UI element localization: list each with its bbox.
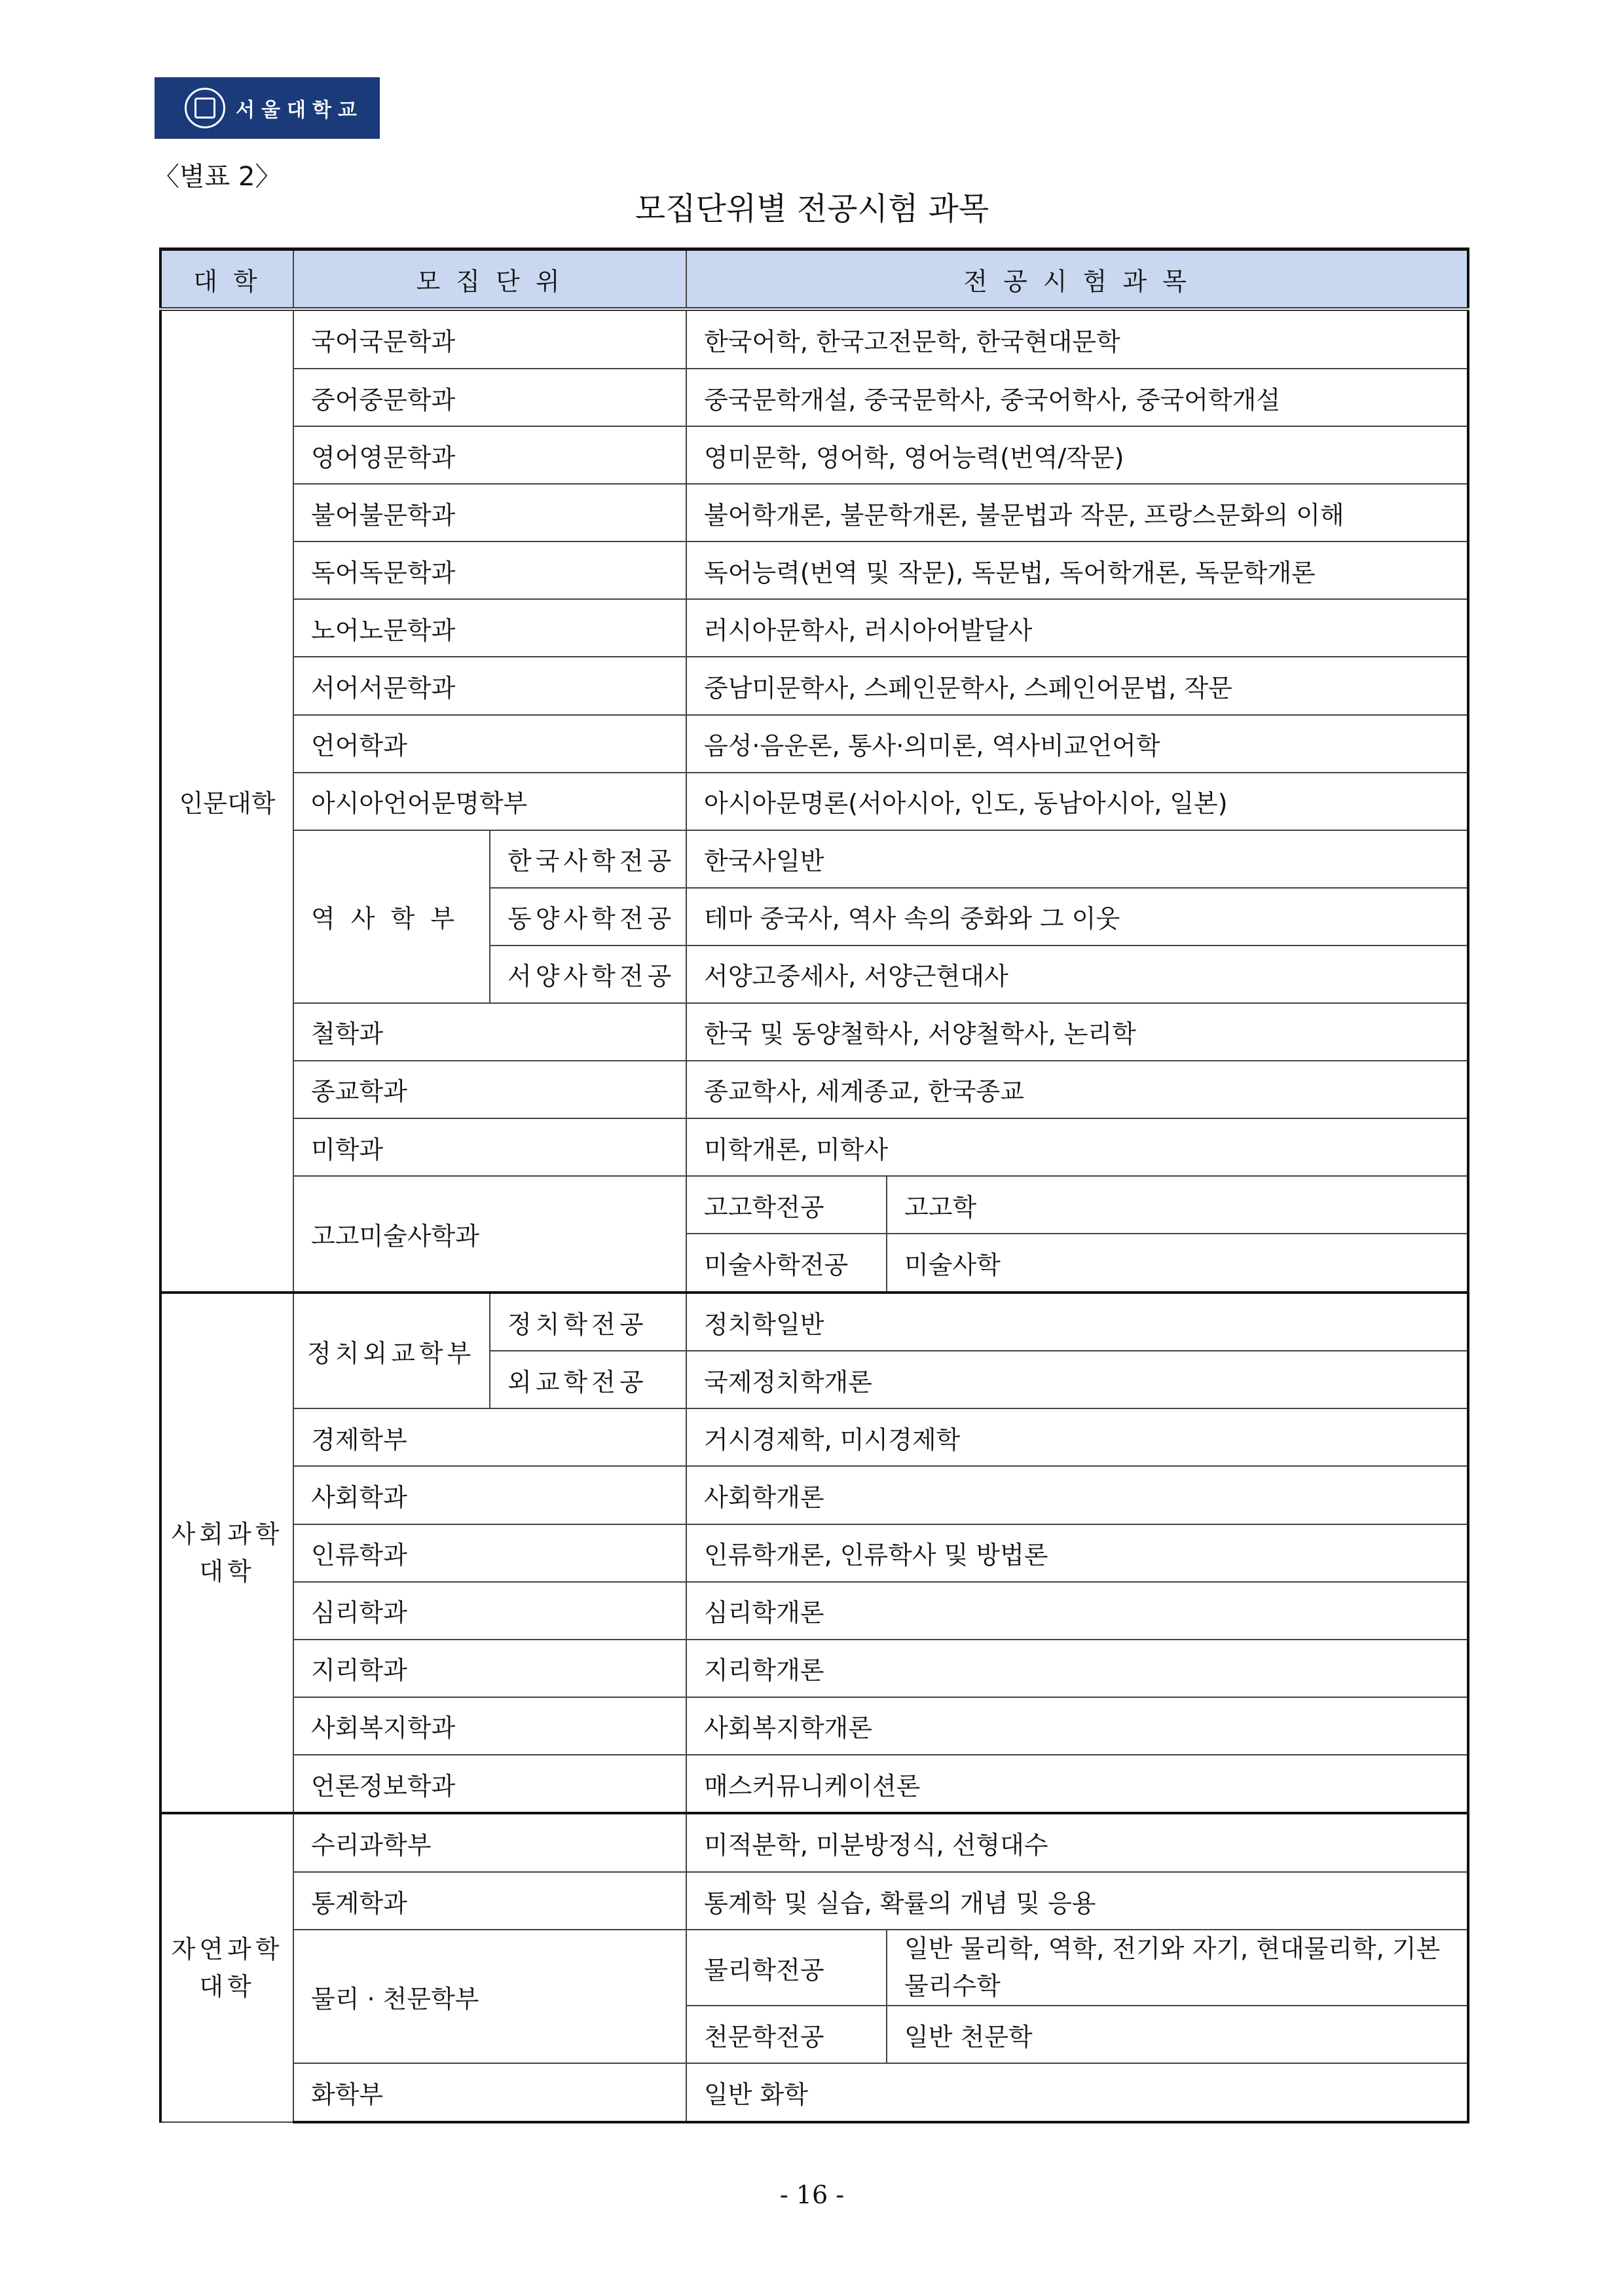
subjects-cell: 중남미문학사, 스페인문학사, 스페인어문법, 작문	[686, 657, 1468, 714]
header-subjects: 전 공 시 험 과 목	[686, 249, 1468, 310]
unit-cell: 철학과	[293, 1003, 686, 1061]
major-cell: 서양사학전공	[490, 946, 686, 1003]
table-row	[160, 1697, 1468, 1755]
subjects-cell: 테마 중국사, 역사 속의 중화와 그 이웃	[686, 888, 1468, 946]
table-row	[160, 1408, 1468, 1466]
subjects-cell: 한국어학, 한국고전문학, 한국현대문학	[686, 309, 1468, 369]
header-college: 대 학	[160, 249, 293, 310]
unit-cell: 종교학과	[293, 1061, 686, 1118]
table-row	[160, 1118, 1468, 1176]
major-cell: 미술사학전공	[686, 1234, 887, 1293]
table-row	[160, 830, 1468, 888]
major-cell: 천문학전공	[686, 2006, 887, 2063]
unit-cell: 언어학과	[293, 715, 686, 773]
table-row	[160, 1582, 1468, 1640]
college-cell: 인문대학	[160, 309, 293, 1293]
table-row	[160, 1176, 1468, 1234]
subjects-cell: 아시아문명론(서아시아, 인도, 동남아시아, 일본)	[686, 773, 1468, 830]
table-row	[160, 1930, 1468, 2006]
subjects-cell: 사회학개론	[686, 1466, 1468, 1524]
table-row	[160, 599, 1468, 657]
table-row	[160, 773, 1468, 830]
table-row	[160, 1524, 1468, 1582]
unit-cell: 화학부	[293, 2063, 686, 2122]
table-header-row	[160, 249, 1468, 310]
table-row	[160, 1813, 1468, 1872]
subjects-cell: 한국 및 동양철학사, 서양철학사, 논리학	[686, 1003, 1468, 1061]
subjects-cell: 사회복지학개론	[686, 1697, 1468, 1755]
table-row	[160, 1293, 1468, 1351]
unit-cell: 미학과	[293, 1118, 686, 1176]
unit-cell: 사회학과	[293, 1466, 686, 1524]
table-row	[160, 2063, 1468, 2122]
unit-cell: 인류학과	[293, 1524, 686, 1582]
table-row	[160, 1872, 1468, 1930]
subjects-cell: 지리학개론	[686, 1640, 1468, 1697]
major-cell: 동양사학전공	[490, 888, 686, 946]
table-row	[160, 715, 1468, 773]
unit-cell: 중어중문학과	[293, 369, 686, 426]
major-cell: 물리학전공	[686, 1930, 887, 2006]
unit-group-cell: 정치외교학부	[293, 1293, 490, 1409]
university-emblem-icon	[185, 88, 225, 128]
unit-cell: 수리과학부	[293, 1813, 686, 1872]
table-row	[160, 1755, 1468, 1814]
unit-cell: 불어불문학과	[293, 484, 686, 542]
subjects-cell: 고고학	[887, 1176, 1468, 1234]
subjects-cell: 통계학 및 실습, 확률의 개념 및 응용	[686, 1872, 1468, 1930]
logo-text: 서울대학교	[236, 99, 363, 122]
unit-cell: 언론정보학과	[293, 1755, 686, 1814]
subjects-cell: 종교학사, 세계종교, 한국종교	[686, 1061, 1468, 1118]
subjects-cell: 한국사일반	[686, 830, 1468, 888]
subjects-cell: 미적분학, 미분방정식, 선형대수	[686, 1813, 1468, 1872]
table-row	[160, 1640, 1468, 1697]
university-logo	[155, 77, 380, 139]
table-row	[160, 309, 1468, 369]
table-row	[160, 657, 1468, 714]
subjects-cell: 일반 물리학, 역학, 전기와 자기, 현대물리학, 기본 물리수학	[887, 1930, 1468, 2006]
college-cell: 자연과학대학	[160, 1813, 293, 2122]
unit-cell: 영어영문학과	[293, 426, 686, 484]
header-unit: 모 집 단 위	[293, 249, 686, 310]
subjects-cell: 음성·음운론, 통사·의미론, 역사비교언어학	[686, 715, 1468, 773]
unit-cell: 서어서문학과	[293, 657, 686, 714]
unit-cell: 지리학과	[293, 1640, 686, 1697]
table-row	[160, 542, 1468, 599]
table-row	[160, 426, 1468, 484]
page-number: - 16 -	[779, 2180, 845, 2209]
unit-group-cell: 고고미술사학과	[293, 1176, 686, 1293]
subjects-cell: 정치학일반	[686, 1293, 1468, 1351]
subjects-cell: 거시경제학, 미시경제학	[686, 1408, 1468, 1466]
unit-cell: 통계학과	[293, 1872, 686, 1930]
table-row	[160, 1466, 1468, 1524]
subjects-cell: 불어학개론, 불문학개론, 불문법과 작문, 프랑스문화의 이해	[686, 484, 1468, 542]
table-row	[160, 1003, 1468, 1061]
major-cell: 고고학전공	[686, 1176, 887, 1234]
subjects-cell: 미술사학	[887, 1234, 1468, 1293]
unit-cell: 경제학부	[293, 1408, 686, 1466]
table-row	[160, 369, 1468, 426]
subjects-cell: 일반 천문학	[887, 2006, 1468, 2063]
table-row	[160, 484, 1468, 542]
unit-cell: 노어노문학과	[293, 599, 686, 657]
table-row	[160, 1061, 1468, 1118]
subjects-cell: 매스커뮤니케이션론	[686, 1755, 1468, 1814]
unit-cell: 국어국문학과	[293, 309, 686, 369]
subjects-cell: 국제정치학개론	[686, 1351, 1468, 1408]
major-cell: 정치학전공	[490, 1293, 686, 1351]
subjects-cell: 서양고중세사, 서양근현대사	[686, 946, 1468, 1003]
subjects-cell: 미학개론, 미학사	[686, 1118, 1468, 1176]
unit-cell: 사회복지학과	[293, 1697, 686, 1755]
subjects-cell: 일반 화학	[686, 2063, 1468, 2122]
subjects-cell: 영미문학, 영어학, 영어능력(번역/작문)	[686, 426, 1468, 484]
subjects-cell: 러시아문학사, 러시아어발달사	[686, 599, 1468, 657]
college-cell: 사회과학대학	[160, 1293, 293, 1814]
exam-subjects-table	[159, 248, 1469, 2123]
document-title: 모집단위별 전공시험 과목	[635, 191, 989, 227]
major-cell: 한국사학전공	[490, 830, 686, 888]
unit-group-cell: 역 사 학 부	[293, 830, 490, 1003]
subjects-cell: 중국문학개설, 중국문학사, 중국어학사, 중국어학개설	[686, 369, 1468, 426]
unit-cell: 아시아언어문명학부	[293, 773, 686, 830]
subjects-cell: 인류학개론, 인류학사 및 방법론	[686, 1524, 1468, 1582]
unit-cell: 심리학과	[293, 1582, 686, 1640]
major-cell: 외교학전공	[490, 1351, 686, 1408]
annex-label: 〈별표 2〉	[153, 162, 282, 192]
unit-cell: 독어독문학과	[293, 542, 686, 599]
subjects-cell: 독어능력(번역 및 작문), 독문법, 독어학개론, 독문학개론	[686, 542, 1468, 599]
unit-group-cell: 물리 · 천문학부	[293, 1930, 686, 2063]
subjects-cell: 심리학개론	[686, 1582, 1468, 1640]
